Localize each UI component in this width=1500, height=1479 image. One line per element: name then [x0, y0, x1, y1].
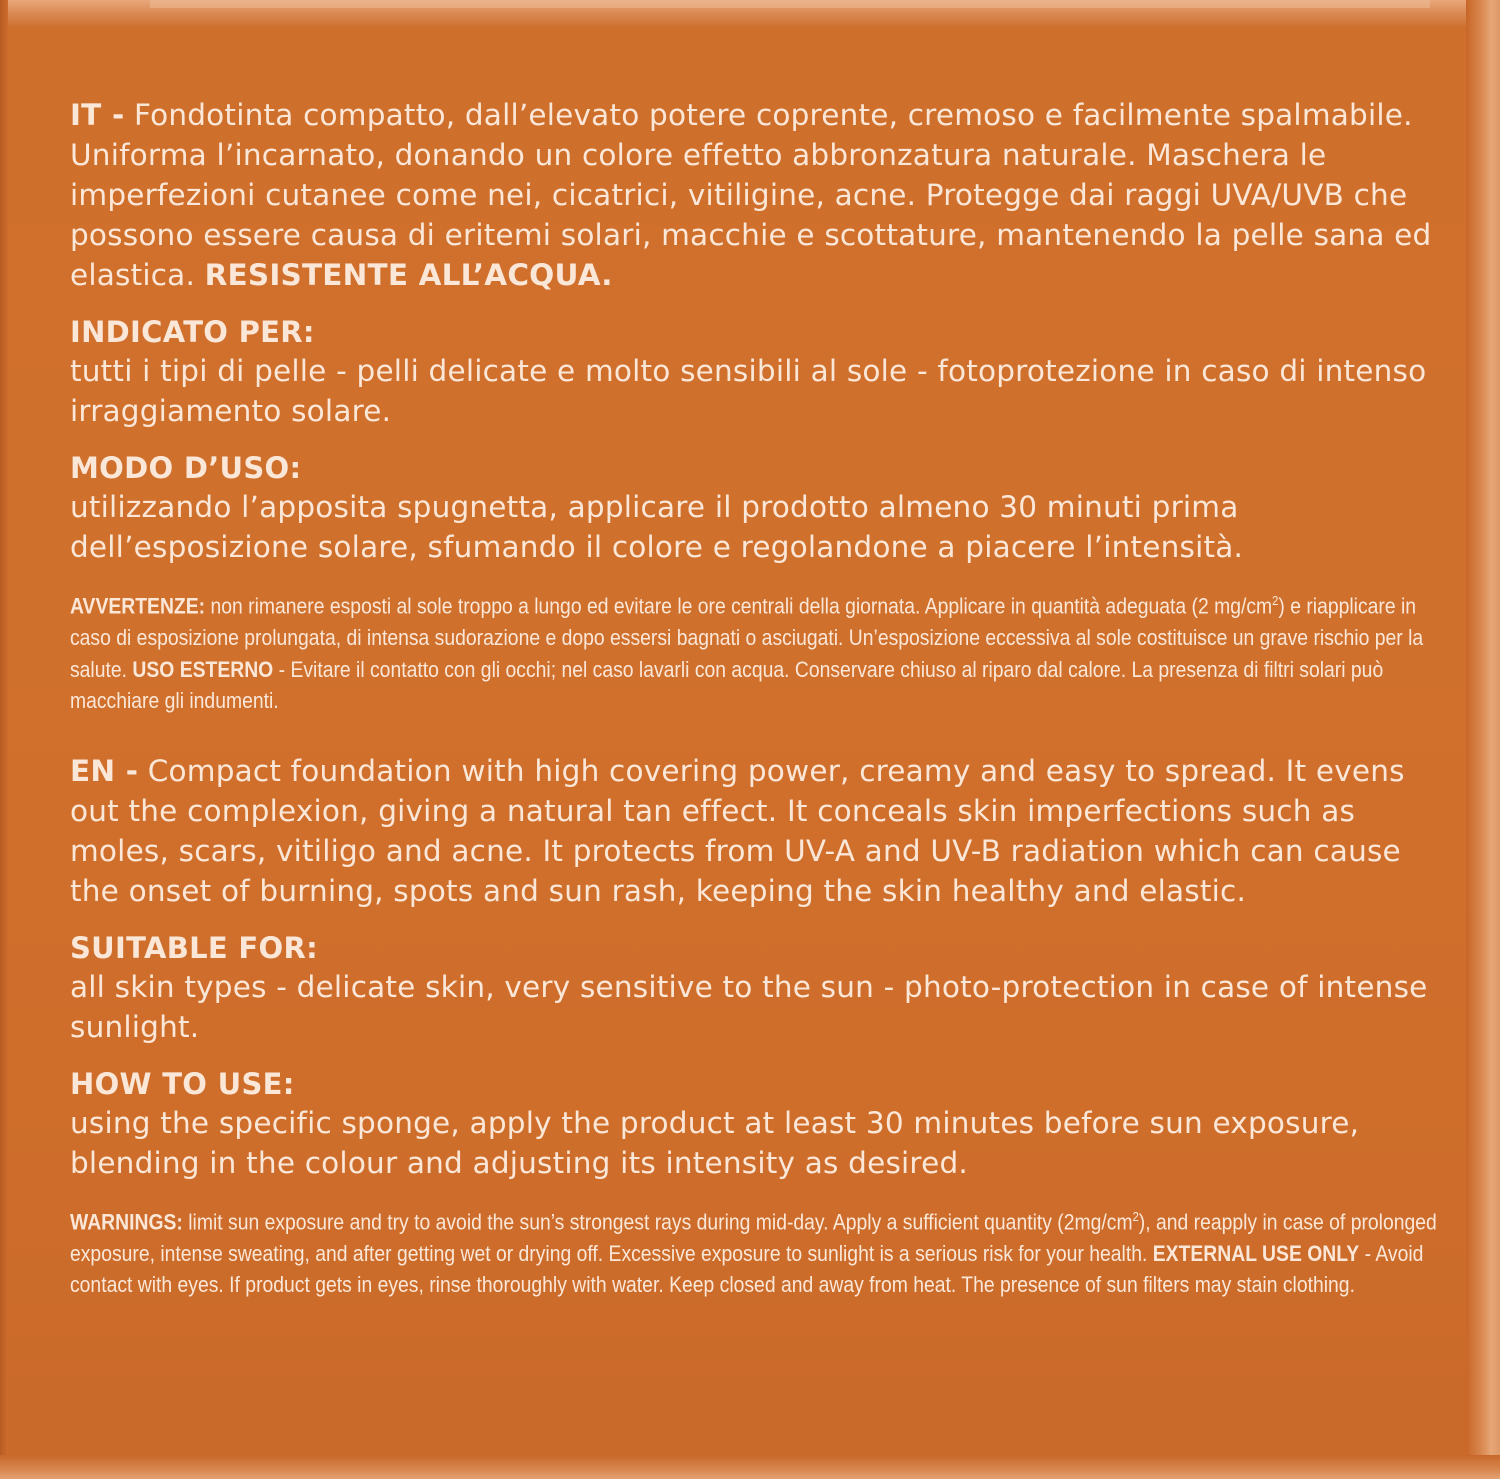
it-indicated-heading: INDICATO PER:	[70, 315, 315, 349]
en-usage-text: using the specific sponge, apply the product at least 30 minutes before sun exposure, blending in the colour and adjusting its intensity as desired.	[70, 1105, 1360, 1180]
label-text-block	[70, 95, 1435, 1321]
en-warnings	[70, 1201, 1437, 1301]
it-intro-text: Fondotinta compatto, dall’elevato potere coprente, cremoso e facilmente spalmabile. Uniforma l’incarnato, donando un colore effetto abbronzatura naturale. Maschera le imperfezioni cutanee come nei, cicatrici, vitiligine, acne. Protegge dai raggi UVA/UVB che possono essere causa di eritemi solari, macchie e scottature, mantenendo la pelle sana ed elastica.	[70, 98, 1432, 292]
en-warnings-sup: 2	[1132, 1208, 1139, 1224]
en-suitable-heading: SUITABLE FOR:	[70, 930, 318, 965]
it-water-resistant: RESISTENTE ALL’ACQUA.	[204, 258, 613, 292]
it-warnings-text-1: non rimanere esposti al sole troppo a lungo ed evitare le ore centrali della giornata. Applicare in quantità adeguata (2 mg/cm	[205, 593, 1273, 619]
it-usage-text: utilizzando l’apposita spugnetta, applicare il prodotto almeno 30 minuti prima dell’esposizione solare, sfumando il colore e regolandone a piacere l’intensità.	[70, 490, 1244, 564]
en-warnings-text-3: - Avoid contact with eyes. If product gets in eyes, rinse thoroughly with water. Keep closed and away from heat. The presence of sun filters may stain clothing.	[70, 1240, 1424, 1297]
it-warnings-sup: 2	[1272, 593, 1279, 608]
en-description	[70, 751, 1435, 911]
en-intro-text: Compact foundation with high covering power, creamy and easy to spread. It evens out the complexion, giving a natural tan effect. It conceals skin imperfections such as moles, scars, vitiligo and acne. It protects from UV-A and UV-B radiation which can cause the onset of burning, spots and sun rash, keeping the skin healthy and elastic.	[70, 753, 1405, 908]
it-warnings-text-2: ) e riapplicare in caso di esposizione prolungata, di intensa sudorazione e dopo essersi bagnati o asciugati. Un’esposizione eccessiva al sole costituisce un grave rischio per la salute.	[70, 593, 1424, 682]
en-suitable-text: all skin types - delicate skin, very sensitive to the sun - photo-protection in case of intense sunlight.	[70, 969, 1428, 1044]
it-description	[70, 95, 1435, 295]
en-external-use-label: EXTERNAL USE ONLY	[1152, 1240, 1360, 1266]
it-language-tag: IT -	[70, 98, 125, 132]
en-warnings-text-2: ), and reapply in case of prolonged exposure, intense sweating, and after getting wet or drying off. Excessive exposure to sunlight is a serious risk for your health.	[70, 1209, 1437, 1266]
box-right-edge	[1466, 0, 1500, 1479]
en-warnings-label: WARNINGS:	[70, 1209, 183, 1234]
it-warnings-text-3: - Evitare il contatto con gli occhi; nel caso lavarli con acqua. Conservare chiuso al riparo dal calore. La presenza di filtri solari può macchiare gli indumenti.	[70, 656, 1384, 713]
en-usage-heading: HOW TO USE:	[70, 1066, 295, 1101]
box-left-edge	[0, 0, 8, 1479]
box-bottom-edge	[0, 1455, 1500, 1479]
it-usage-heading: MODO D’USO:	[70, 451, 302, 485]
box-top-flap	[0, 0, 1500, 26]
it-external-use-label: USO ESTERNO	[132, 656, 274, 682]
it-warnings	[70, 585, 1437, 717]
it-warnings-label: AVVERTENZE:	[70, 593, 206, 619]
en-language-tag: EN -	[70, 753, 139, 788]
en-warnings-text-1: limit sun exposure and try to avoid the sun’s strongest rays during mid-day. Apply a sufficient quantity (2mg/cm	[182, 1209, 1133, 1234]
it-indicated-text: tutti i tipi di pelle - pelli delicate e molto sensibili al sole - fotoprotezione in caso di intenso irraggiamento solare.	[70, 354, 1427, 428]
